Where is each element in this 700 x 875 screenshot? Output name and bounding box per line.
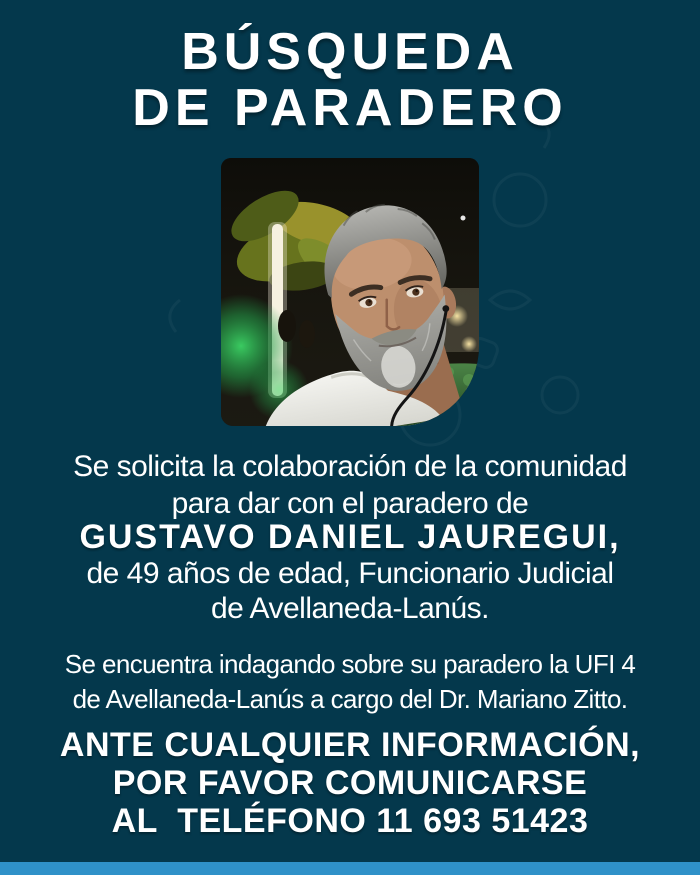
contact-line-1: ANTE CUALQUIER INFORMACIÓN, [59,726,641,764]
person-details-line-1: de 49 años de edad, Funcionario Judicial [86,557,614,590]
investigation-line-2: de Avellaneda-Lanús a cargo del Dr. Mariano Zitto. [72,684,628,714]
person-details-line-2: de Avellaneda-Lanús. [210,592,490,625]
title-line-2: DE PARADERO [132,79,568,137]
missing-person-photo-illustration [221,158,479,426]
contact-phone-line: AL TELÉFONO 11 693 51423 [111,802,589,840]
investigation-line-1: Se encuentra indagando sobre su paradero la UFI 4 [64,649,636,679]
poster-title [0,24,700,136]
intro-line-1: Se solicita la colaboración de la comunidad [73,450,627,483]
contact-line-2: POR FAVOR COMUNICARSE [112,764,588,802]
missing-person-photo [221,158,479,426]
intro-line-2: para dar con el paradero de [171,487,529,520]
title-line-1: BÚSQUEDA [181,23,519,81]
bottom-accent-bar [0,862,700,875]
person-name: GUSTAVO DANIEL JAUREGUI, [79,518,621,556]
